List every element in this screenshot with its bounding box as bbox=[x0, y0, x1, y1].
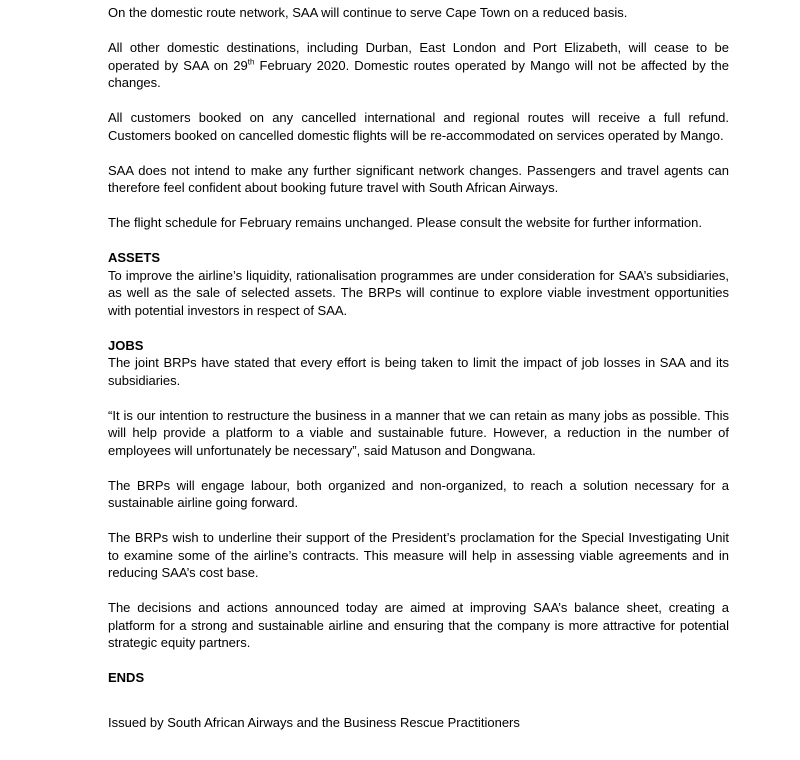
footer-issued-by: Issued by South African Airways and the Business Rescue Practitioners bbox=[108, 715, 520, 730]
domestic-cease-text-2: February 2020. Domestic routes operated by Mango will not be affected by the changes. bbox=[108, 57, 729, 90]
heading-assets: ASSETS bbox=[108, 250, 161, 265]
paragraph-assets: To improve the airline’s liquidity, rationalisation programmes are under consideration for SAA’s subsidiaries, as well as the sale of selected assets. The BRPs will continue to explore viable investment opportunities with potential investors in respect of SAA. bbox=[108, 267, 729, 318]
domestic-cease-text-1: All other domestic destinations, including Durban, East London and Port Elizabeth, will cease to be operated by SAA on 29 bbox=[108, 40, 729, 73]
date-ordinal-suffix: th bbox=[247, 57, 255, 67]
document-body bbox=[108, 4, 729, 687]
paragraph-siu: The BRPs wish to underline their support of the President’s proclamation for the Special Investigating Unit to examine some of the airline’s contracts. This measure will help in assessing viable agreements and in reducing SAA’s cost base. bbox=[108, 530, 729, 580]
paragraph-refund: All customers booked on any cancelled international and regional routes will receive a full refund. Customers booked on cancelled domestic flights will be re-accommodated on services operated by Mango. bbox=[108, 110, 729, 143]
section-jobs bbox=[108, 337, 729, 390]
section-assets bbox=[108, 249, 729, 319]
paragraph-domestic-cease bbox=[108, 39, 729, 92]
heading-ends: ENDS bbox=[108, 670, 145, 685]
paragraph-cape-town: On the domestic route network, SAA will continue to serve Cape Town on a reduced basis. bbox=[108, 5, 628, 20]
paragraph-quote: “It is our intention to restructure the business in a manner that we can retain as many jobs as possible. This will help provide a platform to a viable and sustainable future. However, a reduction in the number of employees will unfortunately be necessary”, said Matuson and Dongwana. bbox=[108, 407, 729, 458]
paragraph-decisions: The decisions and actions announced today are aimed at improving SAA’s balance sheet, creating a platform for a strong and sustainable airline and ensuring that the company is more attractive for potential strategic equity partners. bbox=[108, 600, 729, 650]
paragraph-jobs: The joint BRPs have stated that every effort is being taken to limit the impact of job losses in SAA and its subsidiaries. bbox=[108, 355, 729, 388]
paragraph-labour: The BRPs will engage labour, both organized and non-organized, to reach a solution necessary for a sustainable airline going forward. bbox=[108, 477, 729, 510]
paragraph-schedule: The flight schedule for February remains unchanged. Please consult the website for further information. bbox=[108, 215, 702, 230]
paragraph-network-changes: SAA does not intend to make any further significant network changes. Passengers and travel agents can therefore feel confident about booking future travel with South African Airways. bbox=[108, 162, 729, 195]
heading-jobs: JOBS bbox=[108, 337, 144, 353]
